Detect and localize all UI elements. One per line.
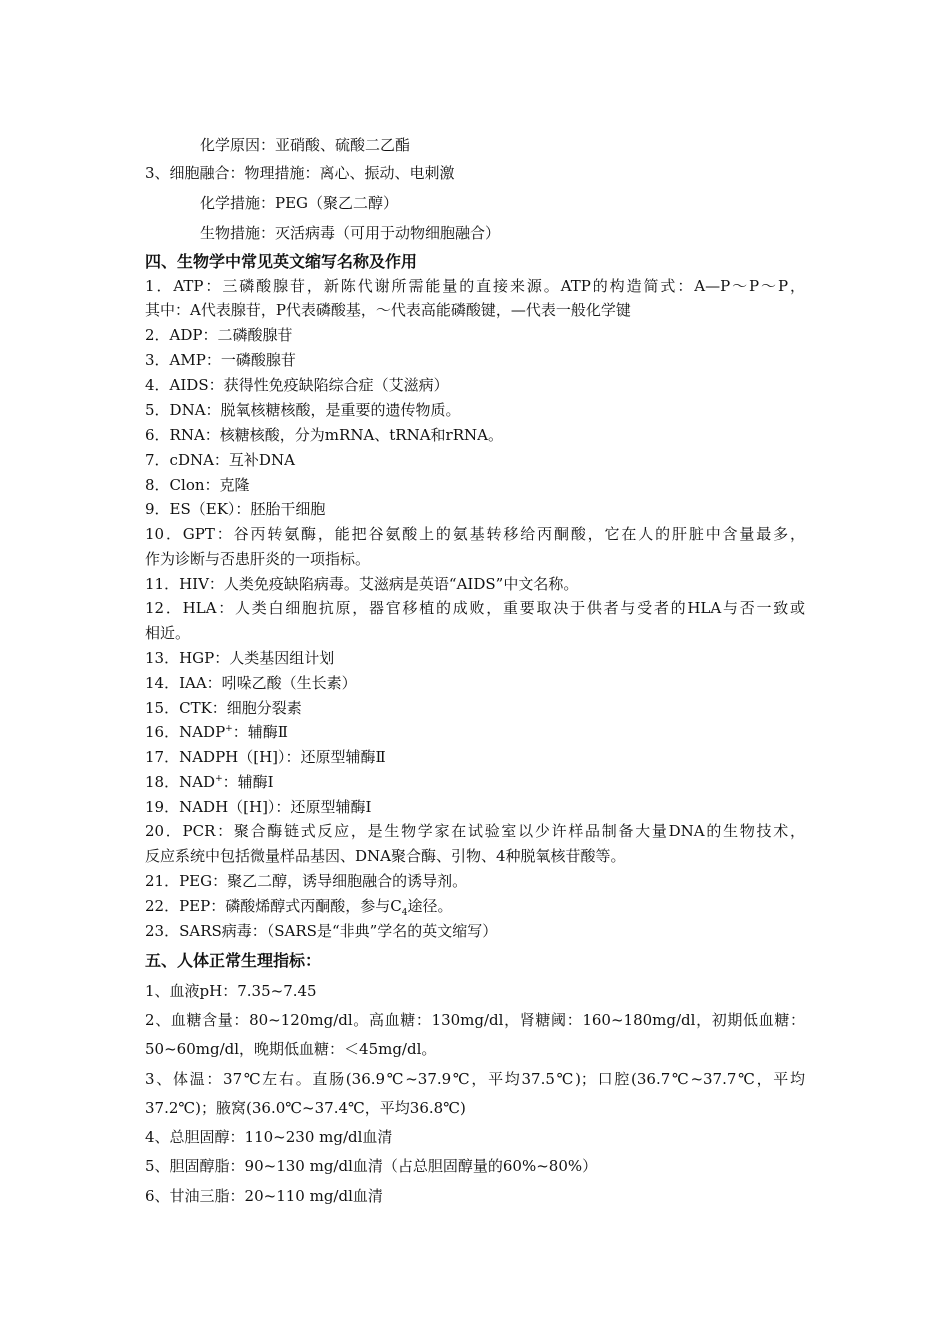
text-line: 6、甘油三脂：20~110 mg/dl血清 [145,1187,383,1205]
text-line [145,772,825,792]
text-line: 2．ADP：二磷酸腺苷 [145,326,293,344]
text-line: 20．PCR：聚合酶链式反应，是生物学家在试验室以少许样品制备大量DNA的生物技术， [145,822,805,840]
text-line: 4．AIDS：获得性免疫缺陷综合症（艾滋病） [145,376,449,394]
nad-label: 18．NAD [145,773,216,791]
text-line: 8．Clon：克隆 [145,476,250,494]
text-line: 5．DNA：脱氧核糖核酸，是重要的遗传物质。 [145,401,461,419]
text-line: 相近。 [145,624,191,642]
text-line: 21．PEG：聚乙二醇，诱导细胞融合的诱导剂。 [145,872,468,890]
pep-label: 22．PEP：磷酸烯醇式丙酮酸，参与C [145,897,402,915]
text-line: 其中：A代表腺苷，P代表磷酸基，～代表高能磷酸键，—代表一般化学键 [145,301,631,319]
text-line: 12．HLA：人类白细胞抗原，器官移植的成败，重要取决于供者与受者的HLA与否一致或 [145,599,805,617]
text-line: 作为诊断与否患肝炎的一项指标。 [145,550,371,568]
text-line: 50~60mg/dl，晚期低血糖：＜45mg/dl。 [145,1040,437,1058]
text-line: 13．HGP：人类基因组计划 [145,649,335,667]
pep-definition: 途径。 [407,897,453,915]
text-line: 反应系统中包括微量样品基因、DNA聚合酶、引物、4种脱氧核苷酸等。 [145,847,626,865]
text-line [145,722,825,742]
nadp-label: 16．NADP [145,723,226,741]
section-heading: 四、生物学中常见英文缩写名称及作用 [145,252,418,271]
nad-definition: ：辅酶Ⅰ [222,773,274,791]
text-line: 14．IAA：吲哚乙酸（生长素） [145,674,357,692]
text-line: 9．ES（EK）：胚胎干细胞 [145,500,326,518]
text-line: 4、总胆固醇：110~230 mg/dl血清 [145,1128,393,1146]
superscript: + [225,724,233,734]
text-line: 5、胆固醇脂：90~130 mg/dl血清（占总胆固醇量的60%~80%） [145,1157,598,1175]
text-line: 23．SARS病毒：（SARS是“非典”学名的英文缩写） [145,922,498,940]
text-line: 3．AMP：一磷酸腺苷 [145,351,296,369]
text-line: 15．CTK：细胞分裂素 [145,699,302,717]
text-line: 2、血糖含量：80~120mg/dl。高血糖：130mg/dl，肾糖阈：160~180mg/dl，初期低血糖： [145,1011,805,1029]
text-line: 11．HIV：人类免疫缺陷病毒。艾滋病是英语“AIDS”中文名称。 [145,575,579,593]
text-line: 37.2℃)；腋窝(36.0℃~37.4℃，平均36.8℃) [145,1099,466,1117]
superscript: + [215,774,223,784]
text-line: 6．RNA：核糖核酸，分为mRNA、tRNA和rRNA。 [145,426,503,444]
subscript: 4 [401,908,408,918]
text-line: 3、细胞融合：物理措施：离心、振动、电刺激 [145,164,455,182]
text-line: 17．NADPH（[H]）：还原型辅酶Ⅱ [145,748,386,766]
text-line: 3、体温：37℃左右。直肠(36.9℃~37.9℃，平均37.5℃)；口腔(36.7℃~37.7℃，平均 [145,1070,805,1088]
text-line: 1、血液pH：7.35~7.45 [145,982,317,1000]
text-line: 化学措施：PEG（聚乙二醇） [200,194,399,212]
text-line: 19．NADH（[H]）：还原型辅酶Ⅰ [145,798,372,816]
text-line: 7．cDNA：互补DNA [145,451,295,469]
section-heading: 五、人体正常生理指标： [145,951,322,970]
text-line: 化学原因：亚硝酸、硫酸二乙酯 [200,136,411,154]
text-line [145,896,825,916]
text-line: 生物措施：灭活病毒（可用于动物细胞融合） [200,224,501,242]
text-line: 10．GPT：谷丙转氨酶，能把谷氨酸上的氨基转移给丙酮酸，它在人的肝脏中含量最多， [145,525,805,543]
text-line: 1．ATP：三磷酸腺苷，新陈代谢所需能量的直接来源。ATP的构造简式：A—P～P～P， [145,277,805,295]
nadp-definition: ：辅酶Ⅱ [232,723,288,741]
